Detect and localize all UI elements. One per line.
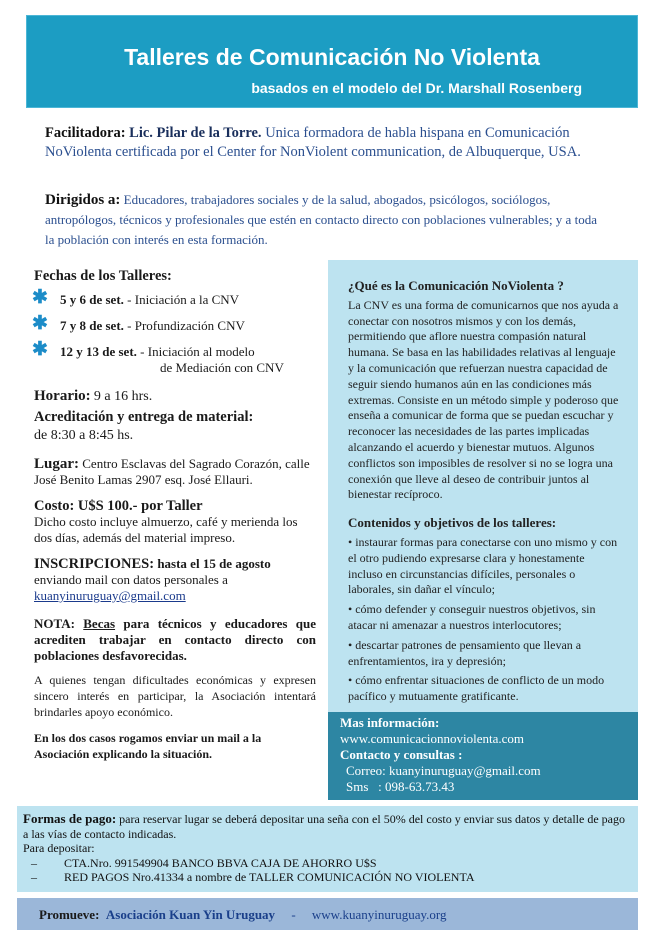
footer-label: Promueve:	[39, 907, 100, 922]
costo-value: Dicho costo incluye almuerzo, café y merienda los dos días, además del material impreso.	[34, 514, 298, 545]
nota-label: NOTA:	[34, 616, 75, 631]
contenidos-title: Contenidos y objetivos de los talleres:	[348, 515, 557, 531]
asterisk-icon: ✱	[32, 313, 48, 334]
fecha-item	[32, 339, 316, 376]
pago-para: Para depositar:	[23, 841, 95, 855]
pago-item-text: RED PAGOS Nro.41334 a nombre de TALLER COMUNICACIÓN NO VIOLENTA	[64, 870, 475, 884]
footer-bar	[17, 898, 638, 930]
nota-text: para técnicos y educadores que acrediten trabajar en contacto directo con poblaciones desfavorecidas.	[34, 616, 317, 663]
facilitadora-label: Facilitadora:	[45, 125, 126, 141]
facilitadora-name: Lic. Pilar de la Torre.	[129, 125, 262, 141]
fecha-item	[32, 287, 316, 308]
pago-item-text: CTA.Nro. 991549904 BANCO BBVA CAJA DE AHORRO U$S	[64, 855, 377, 870]
acreditacion-value: de 8:30 a 8:45 hs.	[34, 428, 134, 443]
fecha-dates: 5 y 6 de set.	[60, 292, 124, 307]
fecha-desc: - Iniciación a la CNV	[123, 292, 240, 307]
horario-value: 9 a 16 hrs.	[93, 389, 153, 404]
fecha-desc: - Iniciación al modelo	[136, 344, 255, 359]
asterisk-icon: ✱	[32, 339, 48, 360]
facilitadora-text: Unica formadora de habla hispana en Comunicación NoViolenta certificada por el Center for NonViolent communication, de Albuquerque, USA.	[45, 125, 581, 160]
acreditacion-label: Acreditación y entrega de material:	[34, 409, 254, 425]
pago-item: – RED PAGOS Nro.41334 a nombre de TALLER COMUNICACIÓN NO VIOLENTA	[31, 870, 475, 884]
footer-web-link[interactable]: www.kuanyinuruguay.org	[311, 907, 447, 922]
footer-org: Asociación Kuan Yin Uruguay	[105, 907, 276, 922]
header-banner	[26, 15, 638, 108]
nota-becas: Becas	[83, 616, 116, 631]
lugar-label: Lugar:	[34, 456, 79, 472]
asterisk-icon: ✱	[32, 287, 48, 308]
info-web-link[interactable]: www.comunicacionnoviolenta.com	[340, 731, 524, 746]
contenido-item: • cómo enfrentar situaciones de conflicto de un modo pacífico y mutuamente gratificante.	[348, 673, 605, 704]
fecha-item	[32, 313, 316, 334]
pago-text: para reservar lugar se deberá depositar una seña con el 50% del costo y enviar sus datos y detalle de pago a las vías de contacto indicadas.	[23, 812, 625, 841]
page-title: Talleres de Comunicación No Violenta	[124, 44, 540, 70]
contacto-sms: Sms : 098-63.73.43	[346, 779, 455, 794]
fecha-desc-2: de Mediación con CNV	[160, 360, 284, 375]
contenido-item: • cómo defender y conseguir nuestros objetivos, sin atacar ni amenazar a nuestros interlocutores;	[348, 602, 596, 632]
dirigidos-text: Educadores, trabajadores sociales y de la salud, abogados, psicólogos, sociólogos, antropólogos, técnicos y profesionales que estén en contacto directo con poblaciones vulnerables; y a toda la población con interés en esta formación.	[45, 192, 597, 247]
que-es-title: ¿Qué es la Comunicación NoViolenta ?	[348, 278, 564, 293]
payment-panel	[17, 806, 638, 892]
fecha-desc: - Profundización CNV	[123, 318, 245, 333]
info-panel	[328, 712, 638, 800]
dirigidos-section	[45, 190, 605, 250]
cnv-panel	[328, 260, 638, 712]
page-subtitle: basados en el modelo del Dr. Marshall Rosenberg	[251, 80, 582, 96]
fechas-title: Fechas de los Talleres:	[34, 268, 172, 284]
dirigidos-label: Dirigidos a:	[45, 192, 121, 208]
fecha-dates: 7 y 8 de set.	[60, 318, 124, 333]
lugar-value: Centro Esclavas del Sagrado Corazón, calle José Benito Lamas 2907 esq. José Ellauri.	[34, 456, 310, 487]
inscripciones-email-link[interactable]: kuanyinuruguay@gmail.com	[34, 588, 186, 603]
contenido-item: • instaurar formas para conectarse con uno mismo y con el otro pudiendo expresarse clara y honestamente incluso en circunstancias difíciles, personales o laborales, sin dañar el vínculo;	[348, 534, 618, 597]
inscripciones-deadline: hasta el 15 de agosto	[157, 556, 271, 571]
footer-sep: -	[291, 907, 296, 922]
info-title: Mas información:	[340, 715, 440, 730]
left-column	[34, 268, 316, 762]
contenido-item: • descartar patrones de pensamiento que llevan a enfrentamientos, ira y depresión;	[348, 637, 582, 668]
dificultades-text: A quienes tengan dificultades económicas y expresen sincero interés en participar, la Asociación intentará brindarles apoyo económico.	[34, 673, 316, 719]
inscripciones-label: INSCRIPCIONES:	[34, 556, 155, 572]
pago-item: – CTA.Nro. 991549904 BANCO BBVA CAJA DE AHORRO U$S	[31, 855, 377, 870]
facilitadora-section	[45, 124, 605, 162]
pago-label: Formas de pago:	[23, 811, 117, 826]
fecha-dates: 12 y 13 de set.	[60, 344, 137, 359]
nota-section	[34, 616, 316, 664]
contacto-correo[interactable]: Correo: kuanyinuruguay@gmail.com	[346, 763, 541, 778]
rogamos-text: En los dos casos rogamos enviar un mail a la Asociación explicando la situación.	[34, 731, 262, 761]
costo-label: Costo: U$S 100.- por Taller	[34, 498, 203, 514]
que-es-text: La CNV es una forma de comunicarnos que nos ayuda a conectar con nosotros mismos y con los demás, permitiendo que aflore nuestra compasión natural humana. Se basa en las habilidades relativas al lenguaje y la comunicación que refuerzan nuestra capacidad de seguir siendo humanos aún en las condiciones más extremas. Consiste en un método simple y poderoso que enseña a comunicar de forma que se puedan escuchar y reconocer las necesidades de las partes implicadas alcanzando el acuerdo y bienestar mutuos. Algunos conflictos son imposibles de resolver si no se logra una conexión que lleve al deseo de contribuir juntos al bienestar recíproco.	[348, 297, 619, 502]
horario-label: Horario:	[34, 388, 91, 404]
inscripciones-text: enviando mail con datos personales a	[34, 572, 228, 587]
contacto-title: Contacto y consultas :	[340, 747, 463, 762]
